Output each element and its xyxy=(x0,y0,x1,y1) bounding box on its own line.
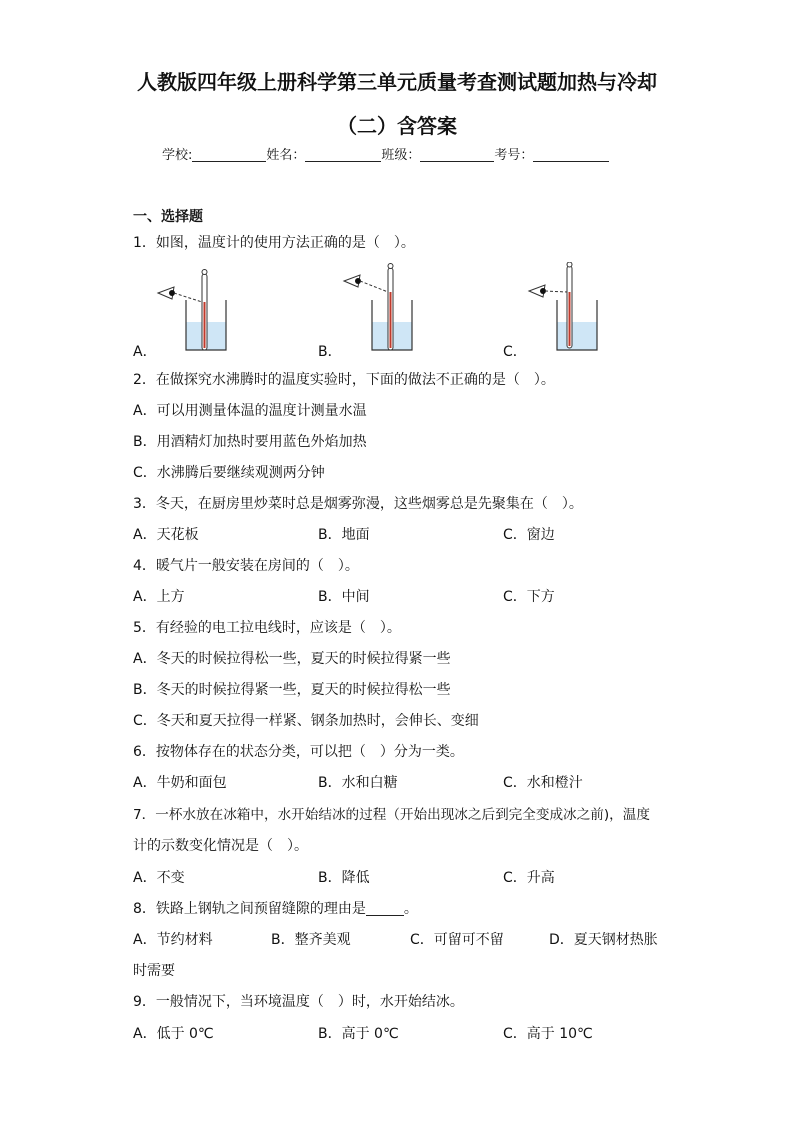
q7-option-a[interactable]: A．不变 xyxy=(133,870,185,886)
thermometer-figure-c xyxy=(523,262,613,357)
q8-option-d-wrap: 时需要 xyxy=(133,963,175,979)
q4-option-b[interactable]: B．中间 xyxy=(318,589,370,605)
q6-option-b[interactable]: B．水和白糖 xyxy=(318,775,398,791)
q5-option-b[interactable]: B．冬天的时候拉得紧一些，夏天的时候拉得松一些 xyxy=(133,682,451,698)
page-title-line1: 人教版四年级上册科学第三单元质量考查测试题加热与冷却 xyxy=(137,70,657,94)
q4-option-a[interactable]: A．上方 xyxy=(133,589,185,605)
q2-option-c[interactable]: C．水沸腾后要继续观测两分钟 xyxy=(133,465,325,481)
q8-option-c[interactable]: C．可留可不留 xyxy=(410,932,504,948)
name-label: 姓名： xyxy=(266,148,306,163)
class-blank[interactable] xyxy=(420,147,494,162)
question-7: 7．一杯水放在冰箱中，水开始结冰的过程（开始出现冰之后到完全变成冰之前)，温度 xyxy=(133,807,650,823)
q1-option-c[interactable]: C． xyxy=(503,344,527,360)
q3-option-c[interactable]: C．窗边 xyxy=(503,527,555,543)
q9-option-b[interactable]: B．高于 0℃ xyxy=(318,1026,399,1042)
question-6: 6．按物体存在的状态分类，可以把（ ）分为一类。 xyxy=(133,744,464,760)
question-1: 1．如图，温度计的使用方法正确的是（ ）。 xyxy=(133,235,415,251)
q2-option-a[interactable]: A．可以用测量体温的温度计测量水温 xyxy=(133,403,367,419)
q1-option-b[interactable]: B． xyxy=(318,344,342,360)
question-8-end: 。 xyxy=(403,901,418,917)
q1-option-a[interactable]: A． xyxy=(133,344,157,360)
thermometer-figure-a xyxy=(152,262,242,357)
q5-option-a[interactable]: A．冬天的时候拉得松一些，夏天的时候拉得紧一些 xyxy=(133,651,451,667)
question-5: 5．有经验的电工拉电线时，应该是（ ）。 xyxy=(133,620,401,636)
thermometer-figure-b xyxy=(338,262,428,357)
question-3: 3．冬天，在厨房里炒菜时总是烟雾弥漫，这些烟雾总是先聚集在（ ）。 xyxy=(133,496,583,512)
question-2: 2．在做探究水沸腾时的温度实验时，下面的做法不正确的是（ ）。 xyxy=(133,372,555,388)
q8-option-d[interactable]: D．夏天钢材热胀 xyxy=(549,932,658,948)
question-9: 9．一般情况下，当环境温度（ ）时，水开始结冰。 xyxy=(133,994,464,1010)
question-8 xyxy=(133,899,418,919)
section-title: 一、选择题 xyxy=(133,209,203,225)
school-blank[interactable] xyxy=(192,147,266,162)
class-label: 班级： xyxy=(381,148,421,163)
q8-answer-blank[interactable] xyxy=(366,901,404,916)
id-label: 考号： xyxy=(494,148,534,163)
q6-option-a[interactable]: A．牛奶和面包 xyxy=(133,775,227,791)
q8-option-b[interactable]: B．整齐美观 xyxy=(271,932,351,948)
question-4: 4．暖气片一般安装在房间的（ ）。 xyxy=(133,558,359,574)
thermometer-liquid xyxy=(204,302,206,348)
q9-option-a[interactable]: A．低于 0℃ xyxy=(133,1026,214,1042)
q9-option-c[interactable]: C．高于 10℃ xyxy=(503,1026,593,1042)
question-7-line2: 计的示数变化情况是（ ）。 xyxy=(133,838,308,854)
q3-option-a[interactable]: A．天花板 xyxy=(133,527,199,543)
q8-option-a[interactable]: A．节约材料 xyxy=(133,932,213,948)
name-blank[interactable] xyxy=(305,147,381,162)
q4-option-c[interactable]: C．下方 xyxy=(503,589,555,605)
q5-option-c[interactable]: C．冬天和夏天拉得一样紧、钢条加热时，会伸长、变细 xyxy=(133,713,479,729)
question-8-text: 8．铁路上钢轨之间预留缝隙的理由是 xyxy=(133,901,366,917)
q7-option-c[interactable]: C．升高 xyxy=(503,870,555,886)
q2-option-b[interactable]: B．用酒精灯加热时要用蓝色外焰加热 xyxy=(133,434,367,450)
id-blank[interactable] xyxy=(533,147,609,162)
q7-option-b[interactable]: B．降低 xyxy=(318,870,370,886)
student-info-line xyxy=(162,144,609,163)
q6-option-c[interactable]: C．水和橙汁 xyxy=(503,775,583,791)
page-title-line2: （二）含答案 xyxy=(337,114,457,138)
school-label: 学校: xyxy=(162,148,193,163)
q3-option-b[interactable]: B．地面 xyxy=(318,527,370,543)
